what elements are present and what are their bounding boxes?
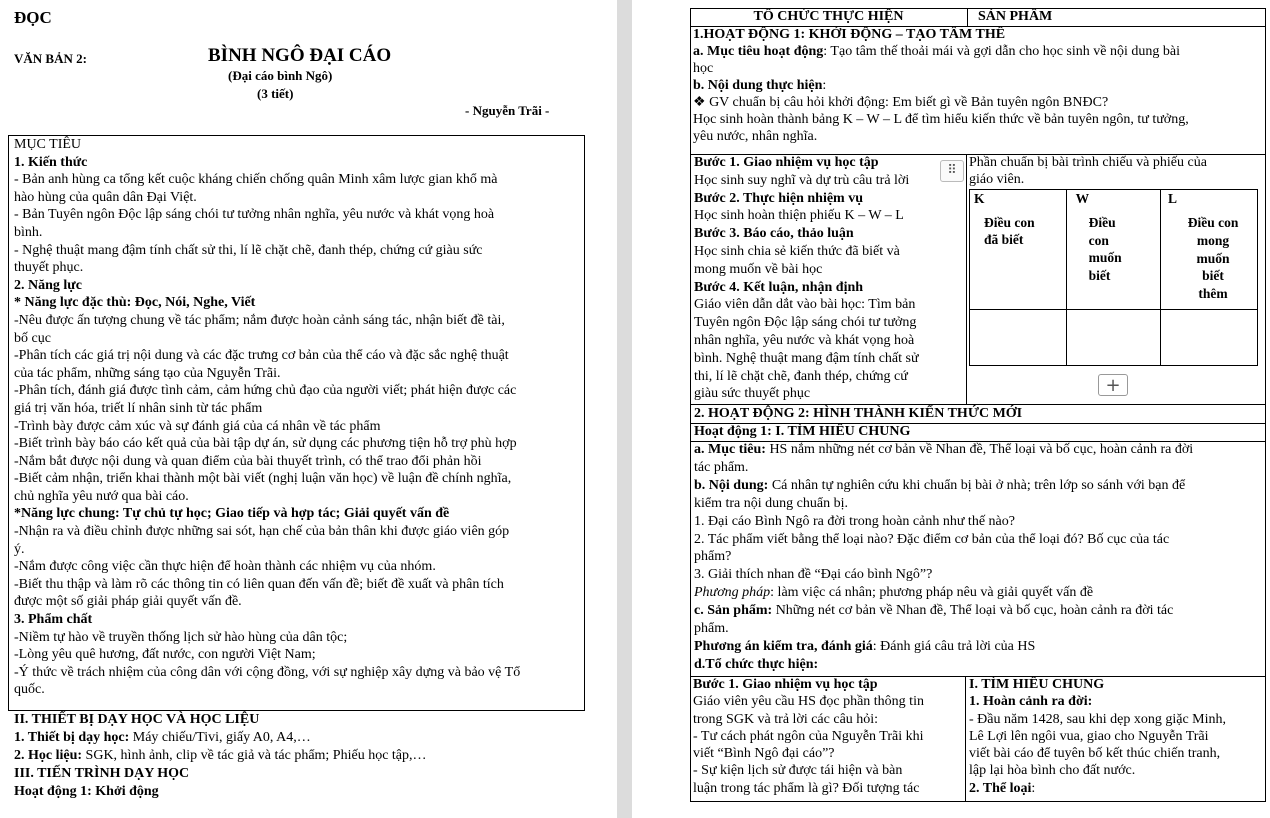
materials-label: 2. Học liệu: <box>14 748 83 763</box>
kwl-table <box>969 189 1258 366</box>
add-row-button[interactable]: + <box>1098 374 1128 396</box>
objective-line: -Biết trình bày báo cáo kết quả của bài tập dự án, sử dụng các phương tiện hỗ trợ phù hợp <box>14 436 517 452</box>
finding-segment: 1. Hoàn cảnh ra đời: <box>969 694 1093 710</box>
equipment-label: 1. Thiết bị dạy học: <box>14 730 130 745</box>
content-line <box>694 620 1264 638</box>
step-text: - Sự kiện lịch sử được tái hiện và bàn <box>693 763 903 779</box>
content-line <box>694 495 1264 513</box>
content-segment: Cá nhân tự nghiên cứu khi chuẩn bị bài ở nhà; trên lớp so sánh với bạn để <box>768 477 1186 493</box>
content-label: b. Nội dung thực hiện <box>693 78 823 93</box>
table-drag-handle-icon[interactable]: ⠿ <box>940 160 964 182</box>
goal-text-cont: học <box>693 61 714 76</box>
objective-line: quốc. <box>14 682 45 698</box>
objective-line: *Năng lực chung: Tự chủ tự học; Giao tiếp và hợp tác; Giải quyết vấn đề <box>14 506 450 522</box>
content-segment: : Đánh giá câu trả lời của HS <box>872 638 1036 654</box>
kwl-instruction: Học sinh hoàn thành bảng K – W – L để tìm hiểu kiến thức về bản tuyên ngôn, tư tưởng, <box>693 112 1189 127</box>
content-segment: tác phẩm. <box>694 459 749 475</box>
document-page-left <box>0 0 617 818</box>
objective-line: 3. Phẩm chất <box>14 612 93 628</box>
kwl-cell-l[interactable] <box>1161 190 1258 310</box>
content-segment: Phương pháp <box>694 585 771 601</box>
step-heading: Bước 3. Báo cáo, thảo luận <box>694 226 854 242</box>
content-line <box>694 441 1264 459</box>
goal-label: a. Mục tiêu hoạt động <box>693 44 824 59</box>
kwl-l-header: L <box>1168 191 1178 206</box>
content-segment: a. Mục tiêu: <box>694 442 766 457</box>
section-heading: III. TIẾN TRÌNH DẠY HỌC <box>14 766 190 781</box>
objective-line: -Phân tích các giá trị nội dung và các đặc trưng cơ bản của thể cáo và đặc sắc nghệ thuật <box>14 348 509 364</box>
content-segment: HS nắm những nét cơ bản về Nhan đề, Thể loại và bố cục, hoàn cảnh ra đời <box>765 442 1194 457</box>
goal-text: : Tạo tâm thế thoải mái và gợi dẫn cho học sinh về nội dung bài <box>823 44 1180 59</box>
activity2-title: 2. HOẠT ĐỘNG 2: HÌNH THÀNH KIẾN THỨC MỚI <box>694 406 1023 421</box>
finding-text <box>968 711 1265 728</box>
objective-line: -Biết cảm nhận, triển khai thành một bài viết (nghị luận văn học) về luận đề chính nghĩa, <box>14 471 512 487</box>
objective-line: được một số giải pháp giải quyết vấn đề. <box>14 594 242 610</box>
step-text: trong SGK và trả lời các câu hỏi: <box>693 711 879 727</box>
activity1-title: 1.HOẠT ĐỘNG 1: KHỞI ĐỘNG – TẠO TÂM THẾ <box>693 27 1006 42</box>
objective-line: thuyết phục. <box>14 260 84 276</box>
objective-line: bình. <box>14 224 43 240</box>
step-text: thi, lí lẽ chặt chẽ, đanh thép, chứng cứ <box>694 368 908 384</box>
finding-heading <box>968 693 1265 710</box>
step-text: Học sinh suy nghĩ và dự trù câu trả lời <box>694 172 910 188</box>
objective-line: - Bản Tuyên ngôn Độc lập sáng chói tư tưởng nhân nghĩa, yêu nước và khát vọng hoà <box>14 207 495 223</box>
column-header-product: SẢN PHẨM <box>978 9 1053 24</box>
content-segment: Phương án kiểm tra, đánh giá <box>694 638 873 654</box>
task-steps <box>693 676 965 801</box>
objective-line: - Bản anh hùng ca tổng kết cuộc kháng chiến chống quân Minh xâm lược gian khổ mà <box>14 172 498 188</box>
objective-line: -Nêu được ấn tượng chung về tác phẩm; nắm được hoàn cảnh sáng tác, nhận biết đề tài, <box>14 312 505 328</box>
objectives-heading: MỤC TIÊU <box>14 137 82 152</box>
finding-segment: lập lại hòa bình cho đất nước. <box>969 763 1136 779</box>
kwl-w-header: W <box>1075 191 1090 206</box>
page-subtitle: (Đại cáo bình Ngô) <box>228 68 333 83</box>
content-segment: phẩm? <box>694 549 732 565</box>
content-line <box>694 566 1264 584</box>
activity2-content <box>694 441 1264 676</box>
objective-line: -Niềm tự hào về truyền thống lịch sử hào hùng của dân tộc; <box>14 629 348 645</box>
page-title: BÌNH NGÔ ĐẠI CÁO <box>208 45 392 66</box>
objective-line: * Năng lực đặc thù: Đọc, Nói, Nghe, Viết <box>14 295 256 311</box>
objective-line: 1. Kiến thức <box>14 154 88 170</box>
finding-heading <box>968 780 1265 797</box>
kwl-cell-w-answer[interactable] <box>1066 310 1160 366</box>
document-page-right <box>632 0 1270 818</box>
content-segment: d.Tổ chức thực hiện: <box>694 656 819 672</box>
objective-line: của tác phẩm, những sáng tạo của Nguyễn Trãi. <box>14 365 281 381</box>
objective-line: ý. <box>14 541 25 557</box>
step-text: - Tư cách phát ngôn của Nguyễn Trãi khi <box>693 728 924 744</box>
step-heading: Bước 4. Kết luận, nhận định <box>694 279 864 295</box>
text-label: VĂN BẢN 2: <box>14 51 87 66</box>
finding-heading <box>968 676 1265 693</box>
section-header-doc: ĐỌC <box>14 8 52 27</box>
finding-text <box>968 762 1265 779</box>
kwl-k-header: K <box>974 191 985 206</box>
step-text: bình. Nghệ thuật mang đậm tính chất sử <box>694 350 919 366</box>
finding-segment: Lê Lợi lên ngôi vua, giao cho Nguyễn Trãi <box>969 728 1209 744</box>
content-line <box>694 548 1264 566</box>
equipment-text: Máy chiếu/Tivi, giấy A0, A4,… <box>129 730 311 745</box>
step-text: Học sinh chia sẻ kiến thức đã biết và <box>694 243 900 259</box>
kwl-l-desc: Điều con mong muốn biết thêm <box>1187 215 1239 302</box>
step-heading: Bước 1. Giao nhiệm vụ học tập <box>694 155 879 170</box>
finding-segment: viết bài cáo để tuyên bố kết thúc chiến tranh, <box>969 746 1221 762</box>
content-segment: c. Sản phẩm: <box>694 603 773 619</box>
objective-line: - Nghệ thuật mang đậm tính chất sử thi, lí lẽ chặt chẽ, đanh thép, chứng cứ giàu sức <box>14 242 483 258</box>
materials-text: SGK, hình ảnh, clip về tác giả và tác phẩm; Phiếu học tập,… <box>82 748 427 763</box>
activity-heading: Hoạt động 1: Khởi động <box>14 784 159 799</box>
step-heading: Bước 2. Thực hiện nhiệm vụ <box>694 190 863 206</box>
finding-segment: 2. Thể loại <box>969 780 1032 796</box>
author: - Nguyễn Trãi - <box>465 103 550 118</box>
content-segment: 2. Tác phẩm viết bằng thể loại nào? Đặc điểm cơ bản của thể loại đó? Bố cục của tác <box>694 531 1170 547</box>
step-text: Tuyên ngôn Độc lập sáng chói tư tưởng <box>694 315 917 331</box>
step-text: giàu sức thuyết phục <box>694 386 811 402</box>
kwl-instruction-cont: yêu nước, nhân nghĩa. <box>693 129 818 144</box>
product-note <box>969 154 1265 194</box>
finding-text <box>968 728 1265 745</box>
activity1-block <box>693 26 1263 154</box>
content-colon: : <box>822 78 827 93</box>
content-line <box>694 656 1264 674</box>
objective-line: -Biết thu thập và làm rõ các thông tin có liên quan đến vấn đề; biết đề xuất và phân tích <box>14 576 504 592</box>
content-line <box>694 638 1264 656</box>
content-line <box>694 477 1264 495</box>
content-segment: b. Nội dung: <box>694 477 769 493</box>
finding-text <box>968 745 1265 762</box>
objective-line: 2. Năng lực <box>14 277 82 293</box>
step-text: viết “Bình Ngô đại cáo”? <box>693 746 835 762</box>
objective-line: chủ nghĩa yêu nướ qua bài cáo. <box>14 488 189 504</box>
product-text: Phần chuẩn bị bài trình chiếu và phiếu của <box>969 155 1207 170</box>
kwl-cell-k-answer[interactable] <box>970 310 1067 366</box>
duration: (3 tiết) <box>257 86 294 101</box>
teaching-resources <box>14 711 427 801</box>
step-text: Giáo viên dẫn dắt vào bài học: Tìm bản <box>694 297 916 313</box>
content-line <box>694 459 1264 477</box>
objective-line: -Phân tích, đánh giá được tình cảm, cảm hứng chủ đạo của người viết; phát hiện được các <box>14 383 517 399</box>
content-line <box>694 513 1264 531</box>
kwl-cell-w[interactable] <box>1066 190 1160 310</box>
content-segment: kiểm tra nội dung chuẩn bị. <box>694 495 848 511</box>
content-segment: 3. Giải thích nhan đề “Đại cáo bình Ngô”? <box>694 567 933 583</box>
step-text: luận trong tác phẩm là gì? Đối tượng tác <box>693 780 920 796</box>
objective-line: -Nắm được công việc cần thực hiện để hoàn thành các nhiệm vụ của nhóm. <box>14 559 436 575</box>
product-text: giáo viên. <box>969 172 1025 187</box>
content-segment: phẩm. <box>694 621 729 637</box>
objective-line: hào hùng của quân dân Đại Việt. <box>14 189 197 205</box>
objectives-box <box>8 135 585 711</box>
content-segment: 1. Đại cáo Bình Ngô ra đời trong hoàn cảnh như thế nào? <box>694 513 1015 529</box>
diamond-bullet-icon: ❖ <box>693 95 706 110</box>
content-line <box>694 531 1264 549</box>
finding-colon: : <box>1031 780 1036 796</box>
step-text: Giáo viên yêu cầu HS đọc phần thông tin <box>693 694 924 710</box>
warmup-question: GV chuẩn bị câu hỏi khởi động: Em biết gì về Bản tuyên ngôn BNĐC? <box>705 95 1109 110</box>
kwl-k-desc: Điều con đã biết <box>984 215 1035 247</box>
column-header-organize: TỔ CHỨC THỰC HIỆN <box>753 9 904 24</box>
steps-column <box>694 154 966 404</box>
objective-line: -Nắm bắt được nội dung và quan điểm của bài thuyết trình, có thể trao đổi phản hồi <box>14 453 482 469</box>
step-text: nhân nghĩa, yêu nước và khát vọng hoà <box>694 332 915 348</box>
finding-segment: - Đầu năm 1428, sau khi dẹp xong giặc Minh, <box>969 711 1227 727</box>
activity2-subtitle: Hoạt động 1: I. TÌM HIỂU CHUNG <box>694 424 911 439</box>
objective-line: -Lòng yêu quê hương, đất nước, con người Việt Nam; <box>14 647 316 663</box>
objective-line: -Nhận ra và điều chỉnh được những sai sót, hạn chế của bản thân khi được giáo viên góp <box>14 524 510 540</box>
content-line <box>694 584 1264 602</box>
finding-segment: I. TÌM HIỂU CHUNG <box>969 677 1105 692</box>
content-segment: : làm việc cá nhân; phương pháp nêu và giải quyết vấn đề <box>770 585 1094 601</box>
objective-line: bố cục <box>14 330 51 346</box>
objective-line: giá trị văn hóa, triết lí nhân sinh từ tác phẩm <box>14 400 263 416</box>
content-line <box>694 602 1264 620</box>
section-heading: II. THIẾT BỊ DẠY HỌC VÀ HỌC LIỆU <box>14 712 260 727</box>
content-segment: Những nét cơ bản về Nhan đề, Thể loại và bố cục, hoàn cảnh ra đời tác <box>772 603 1174 619</box>
step-text: Học sinh hoàn thiện phiếu K – W – L <box>694 208 904 224</box>
step-text: mong muốn về bài học <box>694 261 823 277</box>
kwl-cell-k[interactable] <box>970 190 1067 310</box>
general-findings <box>968 676 1265 801</box>
kwl-cell-l-answer[interactable] <box>1161 310 1258 366</box>
step-heading: Bước 1. Giao nhiệm vụ học tập <box>693 677 878 692</box>
kwl-w-desc: Điều con muốn biết <box>1088 215 1122 283</box>
objective-line: -Trình bày được cảm xúc và sự đánh giá của cá nhân về tác phẩm <box>14 418 381 434</box>
objective-line: -Ý thức về trách nhiệm của công dân với cộng đồng, với sự nghiệp xây dựng và bảo vệ Tổ <box>14 664 521 680</box>
